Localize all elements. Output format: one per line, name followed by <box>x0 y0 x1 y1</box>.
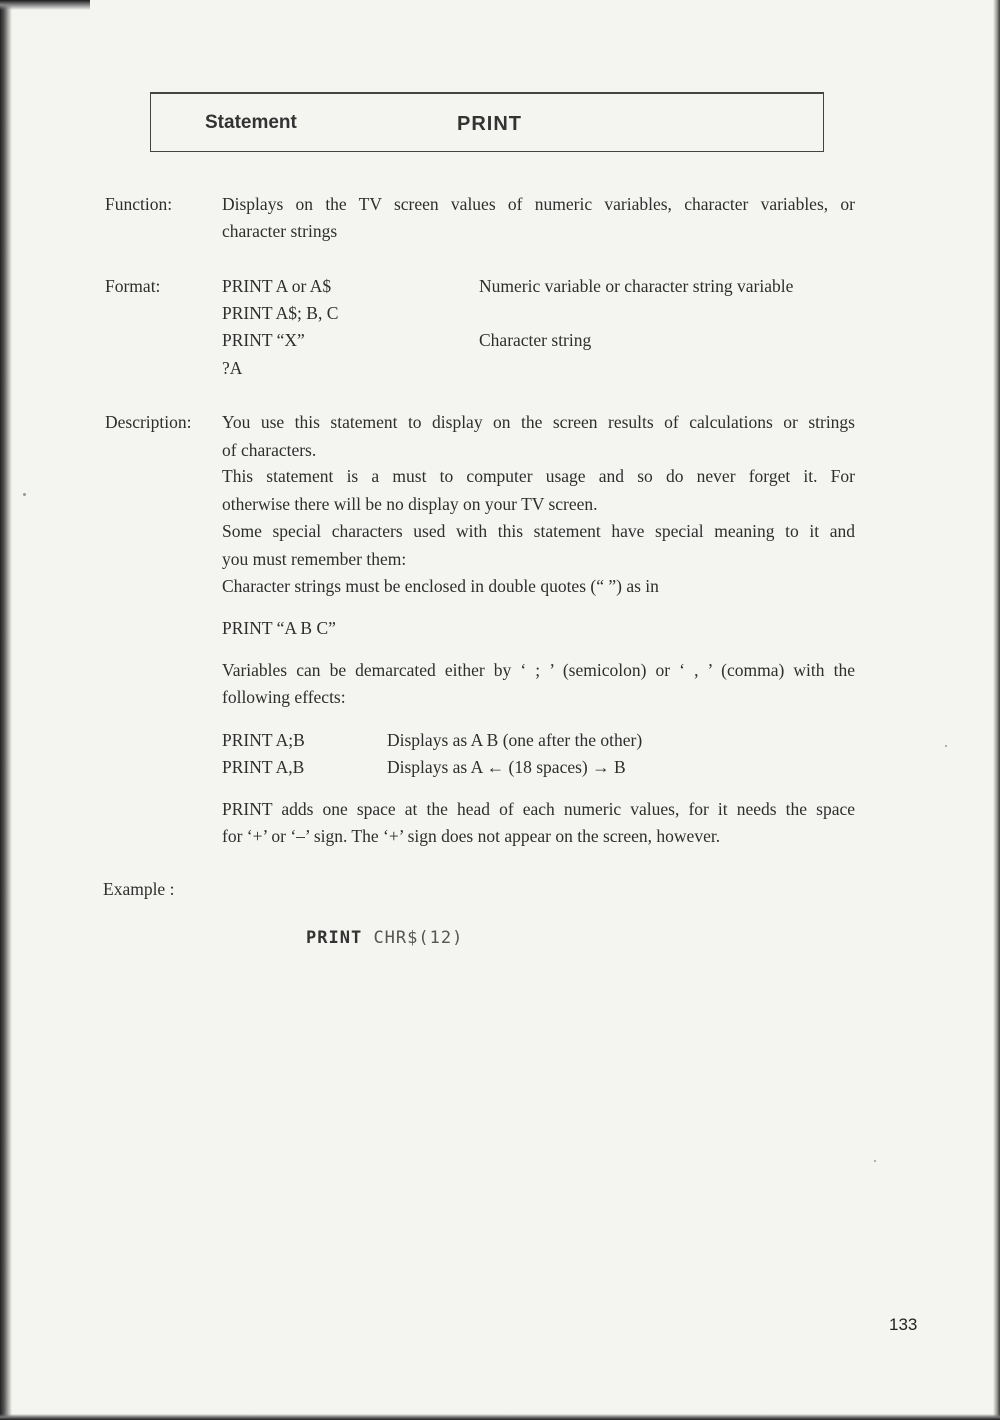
example-code-keyword: PRINT <box>306 928 363 948</box>
effect-code-1: PRINT A;B <box>222 730 305 750</box>
format-syntax-1: PRINT A or A$ <box>222 276 332 296</box>
description-p2-line2: otherwise there will be no display on your TV screen. <box>222 494 598 514</box>
effect-result-1: Displays as A B (one after the other) <box>387 730 643 750</box>
description-p5-line1: Variables can be demarcated either by ‘ ; ’ (semicolon) or ‘ , ’ (comma) with the <box>222 660 855 680</box>
example-code <box>306 928 463 948</box>
effect-result-2: Displays as A ← (18 spaces) → B <box>387 757 626 777</box>
function-text-line1: Displays on the TV screen values of numeric variables, character variables, or <box>222 194 855 214</box>
statement-header-box <box>150 92 824 152</box>
format-note-1: Numeric variable or character string variable <box>479 276 794 296</box>
description-p6-line2: for ‘+’ or ‘–’ sign. The ‘+’ sign does not appear on the screen, however. <box>222 826 721 846</box>
format-label: Format: <box>105 276 161 296</box>
format-syntax-4: ?A <box>222 358 243 378</box>
page-edge-top <box>0 0 90 10</box>
description-p3-line2: you must remember them: <box>222 549 407 569</box>
description-example-abc: PRINT “A B C” <box>222 618 336 638</box>
description-p4: Character strings must be enclosed in double quotes (“ ”) as in <box>222 576 659 596</box>
scan-speck <box>23 493 26 496</box>
description-p3-line1: Some special characters used with this statement have special meaning to it and <box>222 521 855 541</box>
description-p2-line1: This statement is a must to computer usage and so do never forget it. For <box>222 466 855 486</box>
statement-name: PRINT <box>457 113 522 135</box>
example-code-argument: CHR$(12) <box>373 928 464 948</box>
function-text-line2: character strings <box>222 221 338 241</box>
description-p1-line2: of characters. <box>222 440 317 460</box>
effect-code-2: PRINT A,B <box>222 757 305 777</box>
description-p6-line1: PRINT adds one space at the head of each numeric values, for it needs the space <box>222 799 855 819</box>
page-edge-right <box>993 0 1000 1420</box>
format-syntax-3: PRINT “X” <box>222 330 305 350</box>
format-note-3: Character string <box>479 330 592 350</box>
page-edge-left <box>0 0 12 1420</box>
page-number: 133 <box>889 1315 918 1334</box>
scan-speck <box>874 1160 876 1162</box>
example-label: Example : <box>103 879 175 899</box>
description-p1-line1: You use this statement to display on the screen results of calculations or strings <box>222 412 855 432</box>
page-edge-bottom <box>0 1414 1000 1420</box>
function-label: Function: <box>105 194 173 214</box>
scan-speck <box>945 745 947 747</box>
format-syntax-2: PRINT A$; B, C <box>222 303 339 323</box>
statement-kind: Statement <box>205 112 297 133</box>
description-label: Description: <box>105 412 192 432</box>
description-p5-line2: following effects: <box>222 687 346 707</box>
